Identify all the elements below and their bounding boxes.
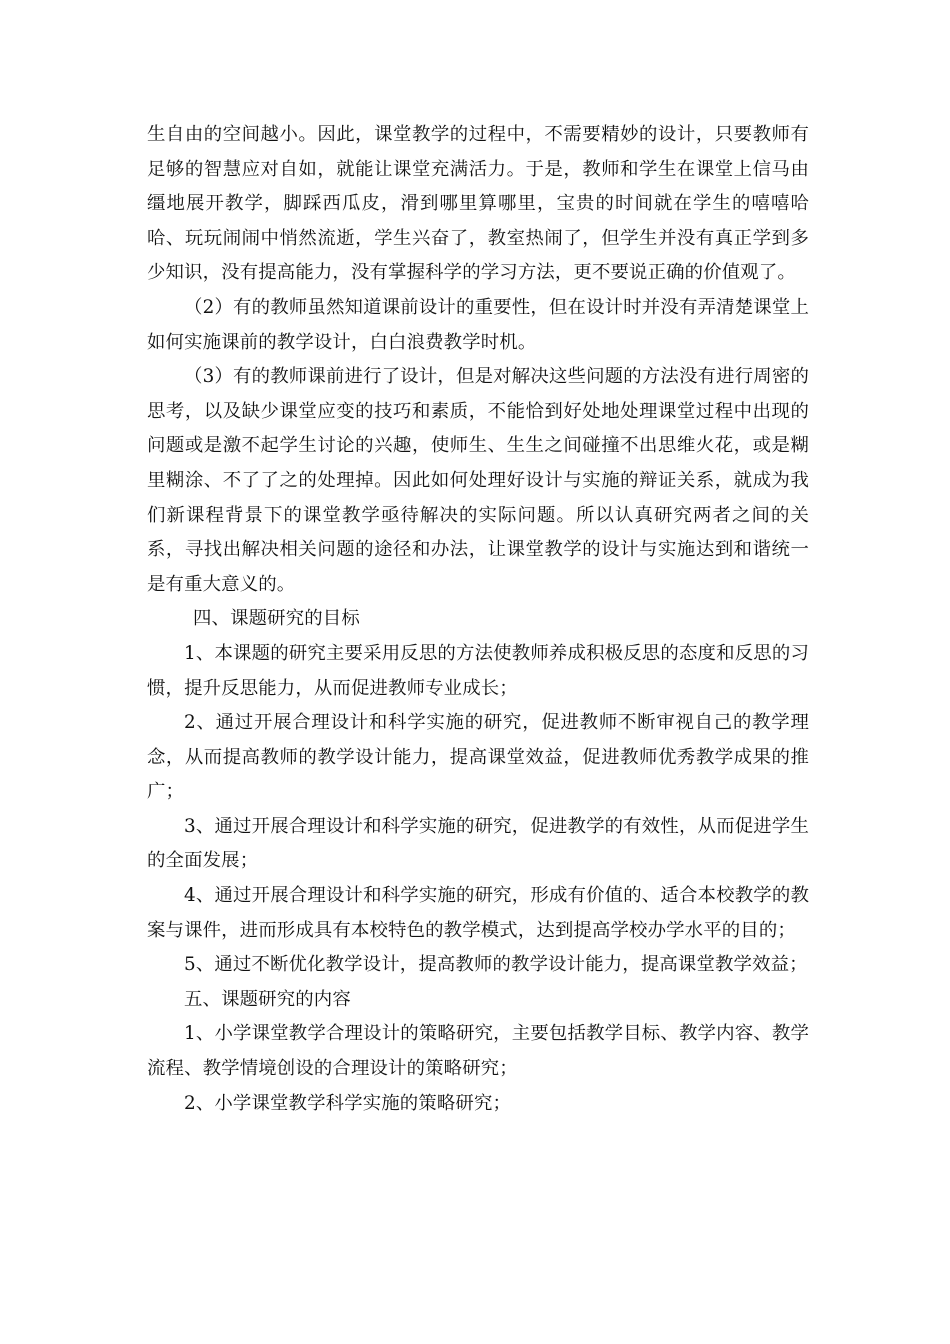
goal-item-1: 1、本课题的研究主要采用反思的方法使教师养成积极反思的态度和反思的习惯，提升反思能力，从而促进教师专业成长；	[147, 642, 809, 699]
goal-item-3: 3、通过开展合理设计和科学实施的研究，促进教学的有效性，从而促进学生的全面发展；	[147, 815, 809, 872]
goal-item-4: 4、通过开展合理设计和科学实施的研究，形成有价值的、适合本校教学的教案与课件，进而形成具有本校特色的教学模式，达到提高学校办学水平的目的；	[147, 885, 809, 941]
content-item-2: 2、小学课堂教学科学实施的策略研究；	[184, 1092, 512, 1114]
paragraph-item-3: （3）有的教师课前进行了设计，但是对解决这些问题的方法没有进行周密的思考，以及缺少课堂应变的技巧和素质，不能恰到好处地处理课堂过程中出现的问题或是激不起学生讨论的兴趣，使师生、生生之间碰撞不出思维火花，或是糊里糊涂、不了了之的处理掉。因此如何处理好设计与实施的辩证关系，就成为我们新课程背景下的课堂教学亟待解决的实际问题。所以认真研究两者之间的关系，寻找出解决相关问题的途径和办法，让课堂教学的设计与实施达到和谐统一是有重大意义的。	[147, 366, 809, 595]
document-body	[147, 118, 809, 1121]
paragraph-item-2: （2）有的教师虽然知道课前设计的重要性，但在设计时并没有弄清楚课堂上如何实施课前的教学设计，白白浪费教学时机。	[147, 296, 809, 353]
content-item-1: 1、小学课堂教学合理设计的策略研究，主要包括教学目标、教学内容、教学流程、教学情境创设的合理设计的策略研究；	[147, 1023, 809, 1080]
section-heading-content: 五、课题研究的内容	[184, 988, 351, 1010]
section-heading-goals: 四、课题研究的目标	[193, 608, 360, 630]
goal-item-2: 2、通过开展合理设计和科学实施的研究，促进教师不断审视自己的教学理念，从而提高教师的教学设计能力，提高课堂效益，促进教师优秀教学成果的推广；	[147, 712, 809, 803]
goal-item-5: 5、通过不断优化教学设计，提高教师的教学设计能力，提高课堂教学效益；	[184, 954, 808, 976]
paragraph-continuation: 生自由的空间越小。因此，课堂教学的过程中，不需要精妙的设计，只要教师有足够的智慧应对自如，就能让课堂充满活力。于是，教师和学生在课堂上信马由缰地展开教学，脚踩西瓜皮，滑到哪里算哪里，宝贵的时间就在学生的嘻嘻哈哈、玩玩闹闹中悄然流逝，学生兴奋了，教室热闹了，但学生并没有真正学到多少知识，没有提高能力，没有掌握科学的学习方法，更不要说正确的价值观了。	[147, 124, 809, 284]
